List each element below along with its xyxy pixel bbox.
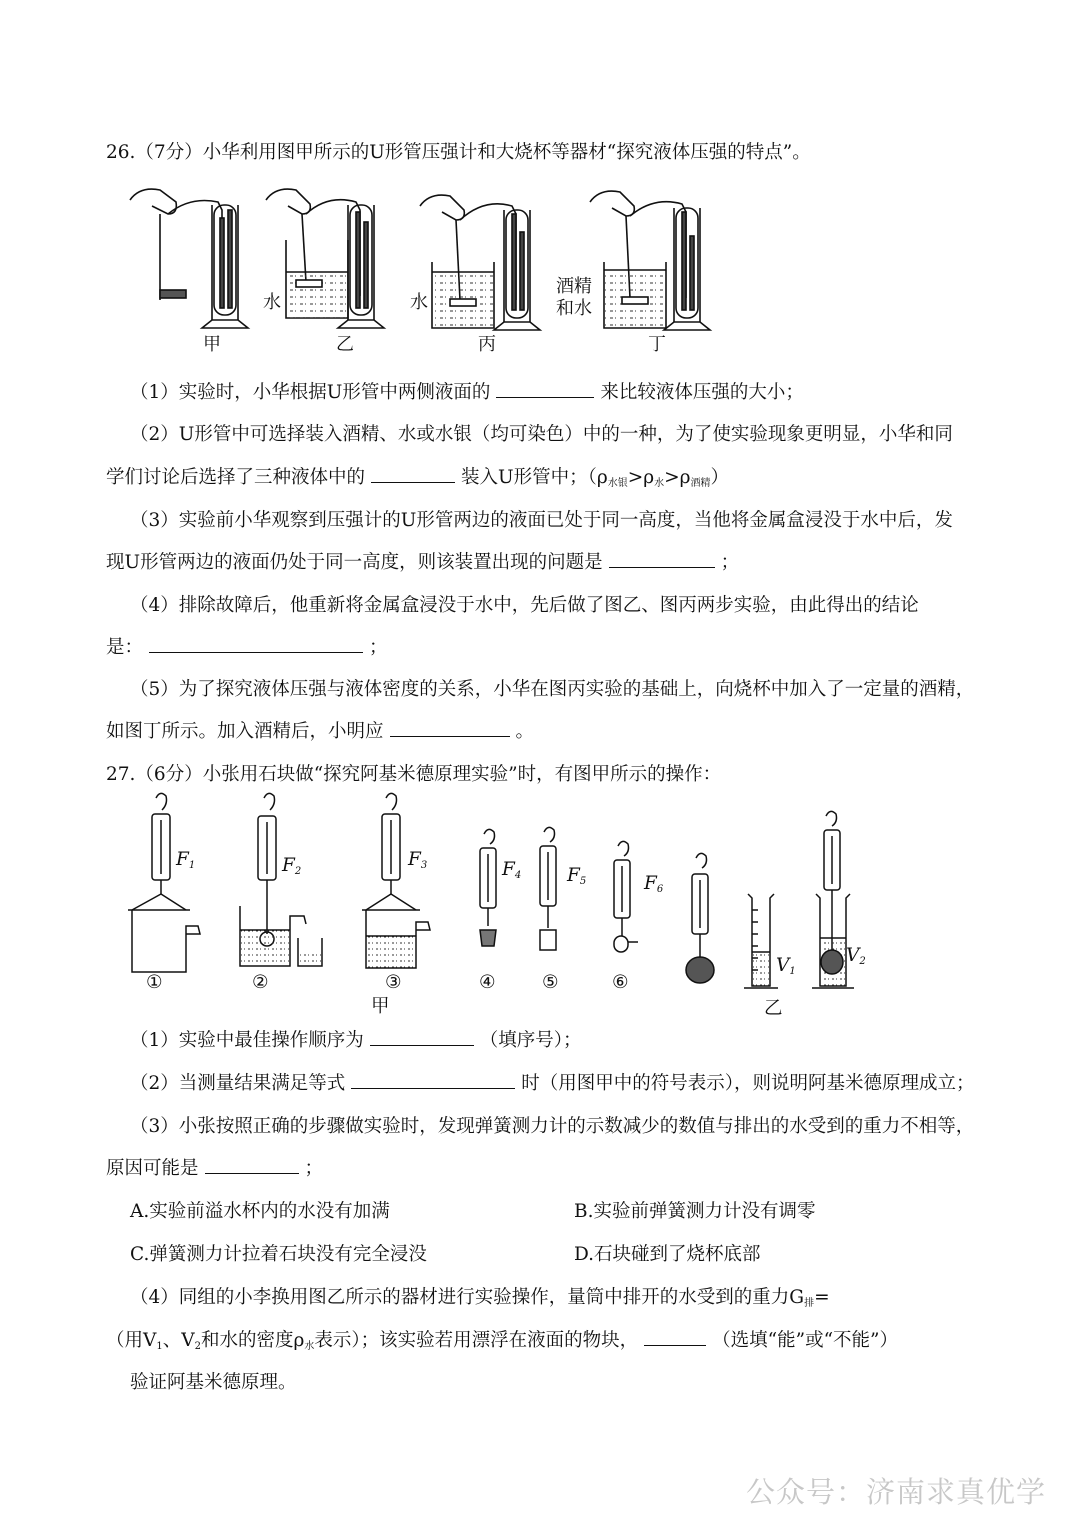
q26-blank-5[interactable] <box>390 718 510 737</box>
q26-p3b: 现U形管两边的液面仍处于同一高度，则该装置出现的问题是 ； <box>106 549 739 577</box>
label-c6: ⑥ <box>612 972 629 993</box>
q27-p4f: 验证阿基米德原理。 <box>130 1372 297 1393</box>
q27-p1: （1）实验中最佳操作顺序为 （填序号）； <box>130 1027 582 1055</box>
option-a[interactable]: A.实验前溢水杯内的水没有加满 <box>130 1201 390 1222</box>
q27-p2: （2）当测量结果满足等式 时（用图甲中的符号表示），则说明阿基米德原理成立； <box>130 1070 975 1098</box>
spring-scale-6 <box>614 841 638 952</box>
q26-p2a: （2）U形管中可选择装入酒精、水或水银（均可染色）中的一种，为了使实验现象更明显，小华和同 <box>130 424 953 445</box>
q26-stem: 26.（7分）小华利用图甲所示的U形管压强计和大烧杯等器材“探究液体压强的特点”。 <box>106 142 811 163</box>
q26-blank-2[interactable] <box>371 464 455 483</box>
label-c4: ④ <box>479 972 496 993</box>
option-d[interactable]: D.石块碰到了烧杯底部 <box>574 1244 761 1265</box>
label-f6: $F_6$ <box>644 873 664 895</box>
label-f4: $F_4$ <box>502 859 522 881</box>
spring-scale-5 <box>540 827 556 950</box>
q27-blank-4[interactable] <box>644 1327 706 1346</box>
label-jia: 甲 <box>203 334 221 355</box>
option-c[interactable]: C.弹簧测力计拉着石块没有完全浸没 <box>130 1244 427 1265</box>
q27-p3b: 原因可能是 ； <box>106 1155 323 1183</box>
label-v1: $V_1$ <box>776 955 796 977</box>
label-ding: 丁 <box>648 334 666 355</box>
label-alcohol-2: 和水 <box>556 298 592 319</box>
q26-blank-1[interactable] <box>496 379 594 398</box>
q27-blank-2[interactable] <box>351 1070 515 1089</box>
q27-p4b: （用$V_1$、$V_2$和水的密度$\rho_水$表示）；该实验若用漂浮在液面的物块， （选填“能”或“不能”） <box>106 1327 898 1361</box>
label-f1: $F_1$ <box>176 849 196 871</box>
q26-p3a: （3）实验前小华观察到压强计的U形管两边的液面已处于同一高度，当他将金属盒浸没于水中后，发 <box>130 510 953 531</box>
label-water-bing: 水 <box>410 292 428 313</box>
label-yi-27: 乙 <box>764 998 783 1019</box>
label-alcohol-1: 酒精 <box>556 276 592 297</box>
label-yi: 乙 <box>336 334 354 355</box>
watermark: 公众号：济南求真优学 <box>745 1475 1046 1509</box>
label-jia-27: 甲 <box>371 996 390 1017</box>
q26-p2b: 学们讨论后选择了三种液体中的 装入U形管中；$(\rho_{水银}>\rho_水>\rho_{酒精})$ <box>106 464 729 498</box>
q26-figure <box>0 0 1080 370</box>
q26-blank-4[interactable] <box>149 634 363 653</box>
option-b[interactable]: B.实验前弹簧测力计没有调零 <box>574 1201 816 1222</box>
label-c3: ③ <box>385 972 402 993</box>
spring-scale-4 <box>480 829 496 946</box>
label-c2: ② <box>252 972 269 993</box>
graduated-cylinder-v1 <box>744 894 778 988</box>
label-f2: $F_2$ <box>282 855 302 877</box>
q26-p5b: 如图丁所示。加入酒精后，小明应 。 <box>106 718 534 746</box>
q27-blank-3[interactable] <box>205 1155 299 1174</box>
label-c1: ① <box>146 972 163 993</box>
q26-p1: （1）实验时，小华根据U形管中两侧液面的 来比较液体压强的大小； <box>130 379 804 407</box>
q27-blank-1[interactable] <box>370 1027 474 1046</box>
label-c5: ⑤ <box>542 972 559 993</box>
q27-p3a: （3）小张按照正确的步骤做实验时，发现弹簧测力计的示数减少的数值与排出的水受到的重力不相等， <box>130 1116 975 1137</box>
spring-scale-3 <box>362 793 430 968</box>
pressure-gauge-jia <box>130 189 248 328</box>
label-water-yi: 水 <box>263 292 281 313</box>
spring-scale-1 <box>128 793 200 972</box>
q26-p4b: 是： ； <box>106 634 388 662</box>
q26-p4a: （4）排除故障后，他重新将金属盒浸没于水中，先后做了图乙、图丙两步实验，由此得出的结论 <box>130 595 919 616</box>
spring-scale-2 <box>240 793 322 966</box>
q26-p5a: （5）为了探究液体压强与液体密度的关系，小华在图丙实验的基础上，向烧杯中加入了一定量的酒精， <box>130 679 975 700</box>
q27-p4a: （4）同组的小李换用图乙所示的器材进行实验操作，量筒中排开的水受到的重力$G_排=$ <box>130 1287 830 1309</box>
pressure-gauge-bing <box>420 195 540 330</box>
label-f3: $F_3$ <box>408 849 428 871</box>
q26-blank-3[interactable] <box>609 549 715 568</box>
pressure-gauge-yi <box>266 189 384 328</box>
pressure-gauge-ding <box>590 191 710 330</box>
spring-scale-stone <box>686 853 714 983</box>
label-v2: $V_2$ <box>846 945 866 967</box>
q27-stem: 27.（6分）小张用石块做“探究阿基米德原理实验”时，有图甲所示的操作： <box>106 764 722 785</box>
label-bing: 丙 <box>478 334 496 355</box>
label-f5: $F_5$ <box>567 865 587 887</box>
